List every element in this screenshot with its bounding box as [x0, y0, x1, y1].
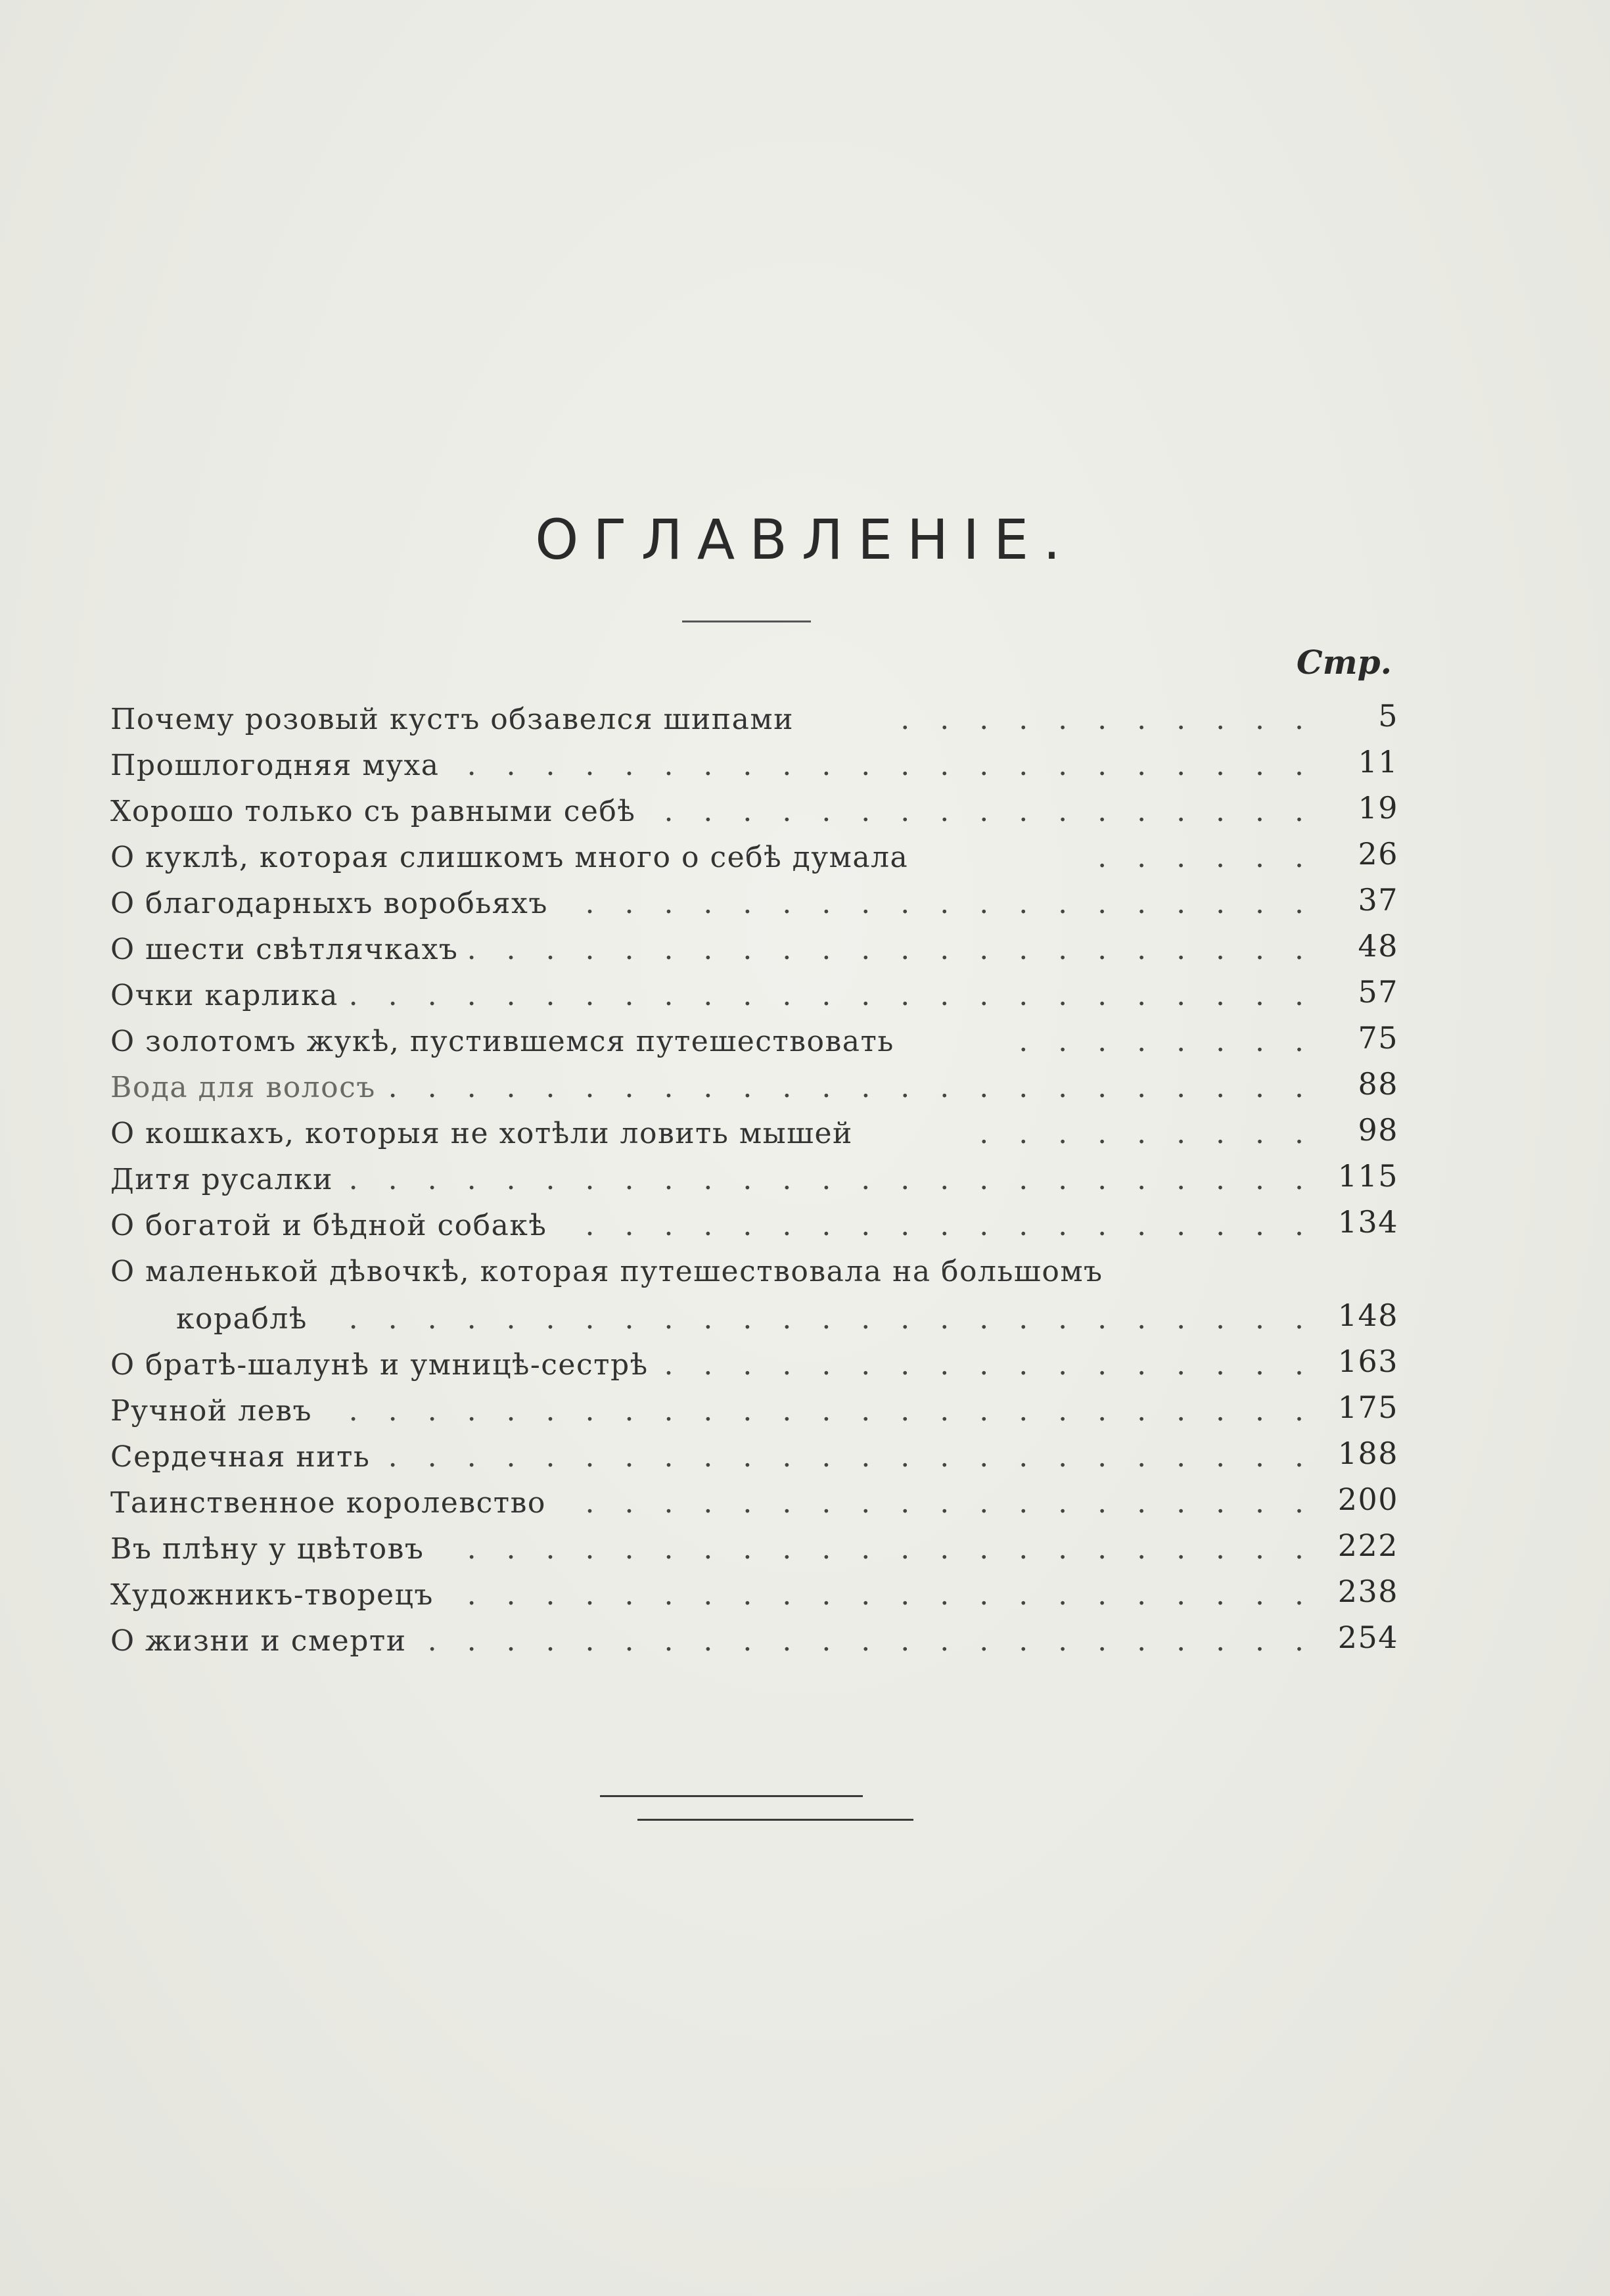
- toc-entry: [110, 1157, 1398, 1203]
- toc-entry-title: О богатой и бѣдной собакѣ: [110, 1209, 547, 1242]
- title-underline: [682, 621, 811, 622]
- toc-entry: [110, 1618, 1398, 1664]
- toc-entry: [110, 697, 1398, 743]
- dot-leader: . . . . . .: [1097, 841, 1314, 874]
- dot-leader: . . . . . . . . . . . . . . . . . . . . . .: [467, 1578, 1314, 1612]
- toc-entry: [110, 1019, 1398, 1065]
- toc-entry-title-line2: кораблѣ: [176, 1302, 308, 1336]
- toc-entry-title: О благодарныхъ воробьяхъ: [110, 887, 548, 920]
- toc-entry: [110, 1434, 1398, 1480]
- toc-entry: [110, 973, 1398, 1019]
- toc-entry-title: Вода для волосъ: [110, 1071, 376, 1104]
- toc-entry-title: Въ плѣну у цвѣтовъ: [110, 1532, 425, 1566]
- toc-entry-title: О золотомъ жукѣ, пустившемся путешествовать: [110, 1025, 894, 1058]
- toc-entry-title: О куклѣ, которая слишкомъ много о себѣ думала: [110, 841, 909, 874]
- toc-entry-page: 175: [1337, 1390, 1398, 1425]
- dot-leader: . . . . . . . . . . . . . . . . . . . . . . . . .: [348, 1302, 1314, 1336]
- toc-entry: [110, 1111, 1398, 1157]
- dot-leader: . . . . . . . . . . . . . . . . . . . . . .: [467, 1532, 1314, 1566]
- toc-entry: [110, 1203, 1398, 1249]
- toc-entry-title: Дитя русалки: [110, 1163, 333, 1196]
- toc-entry-page: 200: [1337, 1482, 1398, 1517]
- toc-entry-page: 98: [1358, 1112, 1398, 1148]
- dot-leader: . . . . . . . . . . . . . . . . . . . . . . . .: [388, 1071, 1314, 1104]
- ornamental-rule: [637, 1819, 913, 1821]
- toc-entry-multiline-first: [110, 1249, 1398, 1296]
- toc-entry-page: 5: [1378, 698, 1398, 734]
- toc-entry-page: 57: [1358, 974, 1398, 1010]
- toc-entry-page: 134: [1337, 1204, 1398, 1240]
- toc-entry-title: Очки карлика: [110, 979, 338, 1012]
- toc-entry-page: 115: [1337, 1158, 1398, 1194]
- dot-leader: . . . . . . . . . . . . . . . . . . . . . . .: [427, 1624, 1314, 1658]
- dot-leader: . . . . . . . . . . .: [900, 703, 1314, 736]
- dot-leader: . . . . . . . . .: [979, 1117, 1314, 1150]
- toc-entry-page: 222: [1337, 1528, 1398, 1563]
- dot-leader: . . . . . . . . . . . . . . . . . . .: [585, 1486, 1314, 1520]
- dot-leader: . . . . . . . . . . . . . . . . . . . . . . . .: [388, 1440, 1314, 1474]
- toc-entry: [110, 1480, 1398, 1526]
- toc-entry: [110, 1572, 1398, 1618]
- toc-entry-page: 37: [1358, 882, 1398, 918]
- toc-entry: [110, 1388, 1398, 1434]
- toc-entry-page: 238: [1337, 1574, 1398, 1609]
- toc-entry-page: 19: [1358, 790, 1398, 826]
- toc-entry-title: Ручной левъ: [110, 1394, 312, 1428]
- toc-entry-page: 254: [1337, 1620, 1398, 1655]
- toc-entry-page: 26: [1358, 836, 1398, 872]
- toc-entry-title: О кошкахъ, которыя не хотѣли ловить мышей: [110, 1117, 853, 1150]
- toc-entry: [110, 835, 1398, 881]
- toc-entry-page: 88: [1358, 1066, 1398, 1102]
- dot-leader: . . . . . . . . . . . . . . . . . . . . . . . . .: [348, 979, 1314, 1012]
- toc-entry-title: Почему розовый кустъ обзавелся шипами: [110, 703, 794, 736]
- dot-leader: . . . . . . . . . . . . . . . . . . . . . . . . .: [348, 1163, 1314, 1196]
- toc-entry: [110, 1065, 1398, 1111]
- dot-leader: . . . . . . . . . . . . . . . . . . . . . .: [467, 749, 1314, 782]
- toc-entry-page: 75: [1358, 1020, 1398, 1056]
- toc-entry-title-line1: О маленькой дѣвочкѣ, которая путешествовала на большомъ: [110, 1255, 1103, 1288]
- toc-entry: [110, 881, 1398, 927]
- toc-entry: [110, 1342, 1398, 1388]
- toc-entry-title: Художникъ-творецъ: [110, 1578, 434, 1612]
- dot-leader: . . . . . . . .: [1019, 1025, 1314, 1058]
- toc-entry-page: 163: [1337, 1344, 1398, 1379]
- dot-leader: . . . . . . . . . . . . . . . . . . .: [585, 1209, 1314, 1242]
- toc-entry: [110, 743, 1398, 789]
- ornamental-rule: [600, 1795, 863, 1797]
- toc-entry-page: 48: [1358, 928, 1398, 964]
- toc-entry-page: 188: [1337, 1436, 1398, 1471]
- toc-entry-title: О братѣ-шалунѣ и умницѣ-сестрѣ: [110, 1348, 649, 1382]
- toc-entry-title: Хорошо только съ равными себѣ: [110, 795, 636, 828]
- toc-entry-title: Таинственное королевство: [110, 1486, 546, 1520]
- dot-leader: . . . . . . . . . . . . . . . . . . . . . .: [467, 933, 1314, 966]
- toc-entry-title: О жизни и смерти: [110, 1624, 407, 1658]
- table-of-contents: [110, 697, 1398, 1664]
- page-title: ОГЛАВЛЕНІЕ.: [535, 507, 1075, 572]
- toc-entry: [110, 789, 1398, 835]
- toc-entry: [110, 927, 1398, 973]
- toc-entry-title: Сердечная нить: [110, 1440, 371, 1474]
- page-column-header: Стр.: [1296, 643, 1392, 682]
- toc-entry-page: 11: [1358, 744, 1398, 780]
- dot-leader: . . . . . . . . . . . . . . . . . . . . . . . . .: [348, 1394, 1314, 1428]
- toc-entry-page: 148: [1337, 1298, 1398, 1333]
- dot-leader: . . . . . . . . . . . . . . . . . . .: [585, 887, 1314, 920]
- toc-entry-title: Прошлогодняя муха: [110, 749, 440, 782]
- dot-leader: . . . . . . . . . . . . . . . . .: [664, 1348, 1314, 1382]
- toc-entry-title: О шести свѣтлячкахъ: [110, 933, 459, 966]
- toc-entry: [110, 1526, 1398, 1572]
- dot-leader: . . . . . . . . . . . . . . . . .: [664, 795, 1314, 828]
- toc-entry-multiline-second: [110, 1296, 1398, 1342]
